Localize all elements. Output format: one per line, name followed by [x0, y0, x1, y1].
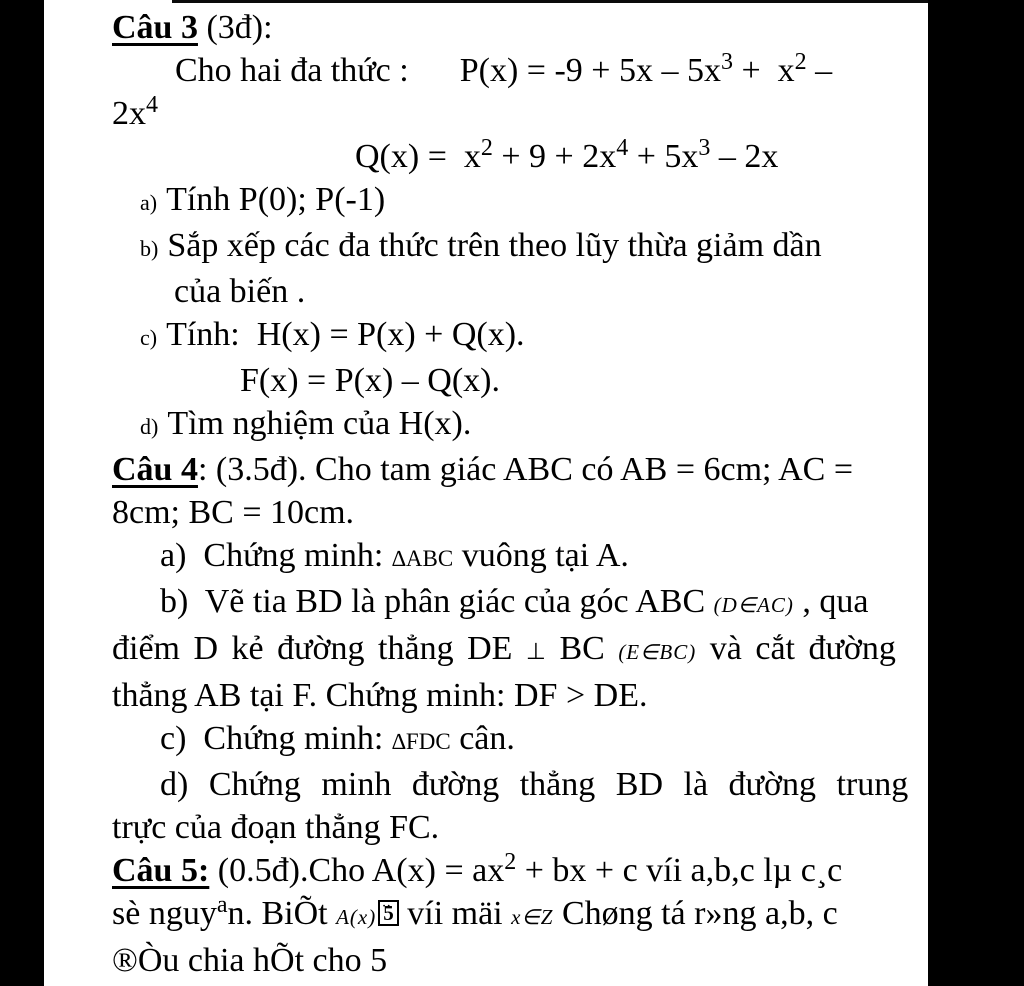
text-segment: (3đ):	[197, 9, 273, 46]
text-segment: Tính: H(x) = P(x) + Q(x).	[166, 316, 525, 353]
text-segment: Tính P(0); P(-1)	[166, 181, 386, 218]
text-segment: a) Chứng minh:	[160, 537, 392, 574]
text-segment: : (3.5đ). Cho tam giác ABC có AB = 6cm; AC =	[197, 451, 854, 488]
text-segment: ∆ABC	[391, 546, 454, 571]
line-cau3-qx	[355, 135, 908, 178]
line-cau3-intro-px	[175, 49, 908, 92]
list-marker: c)	[140, 325, 158, 350]
document-page	[44, 0, 928, 986]
text-segment: cân.	[450, 720, 515, 757]
text-segment: P(x) = -9 + 5x – 5x	[459, 52, 721, 89]
line-cau4-heading-cont	[112, 491, 908, 534]
left-black-bar	[0, 0, 44, 986]
text-segment: b) Vẽ tia BD là phân giác của góc ABC	[160, 583, 714, 620]
superscript: 4	[616, 135, 629, 161]
text-segment: + 5x	[628, 138, 699, 175]
text-segment: + x	[732, 52, 795, 89]
text-segment: n. BiÕt	[227, 895, 337, 932]
text-segment: –	[806, 52, 833, 89]
text-segment: Chøng tá r»ng a,b, c	[553, 895, 838, 932]
line-cau3-item-b-cont	[174, 270, 908, 313]
text-segment: c) Chứng minh:	[160, 720, 392, 757]
text-segment: 8cm; BC = 10cm.	[112, 494, 355, 531]
right-black-bar	[928, 0, 1024, 986]
text-segment: + 9 + 2x	[492, 138, 617, 175]
line-cau3-item-d	[140, 402, 908, 448]
heading-label: Câu 3	[112, 9, 198, 46]
line-cau3-item-b	[140, 224, 908, 270]
superscript: a	[216, 892, 228, 918]
line-cau3-heading	[112, 6, 908, 49]
text-segment: và cắt đường	[696, 630, 896, 667]
line-cau3-item-c-fx	[240, 359, 908, 402]
superscript: 2	[504, 849, 517, 875]
text-segment: điểm D kẻ đường thẳng DE	[112, 630, 526, 667]
text-segment: trực của đoạn thẳng FC.	[112, 809, 440, 846]
text-segment: x∈Z	[511, 905, 554, 929]
document-content	[44, 0, 928, 982]
line-cau4-item-d	[160, 763, 908, 806]
text-segment	[409, 52, 460, 89]
text-segment: 2x	[112, 95, 146, 132]
text-segment: víi mäi	[398, 895, 512, 932]
text-segment: ∆FDC	[391, 729, 451, 754]
text-segment: (0.5đ).Cho A(x) = ax	[209, 852, 505, 889]
text-segment: sè nguy	[112, 895, 217, 932]
divisible-box-icon: ·· 5	[378, 900, 399, 926]
text-segment: d) Chứng minh đường thẳng BD là đường trung	[160, 766, 909, 803]
line-cau4-item-b-cont2	[112, 674, 908, 717]
line-cau4-item-a	[160, 534, 908, 580]
line-cau4-item-b	[160, 580, 908, 627]
line-cau4-item-d-cont	[112, 806, 908, 849]
text-segment: thẳng AB tại F. Chứng minh: DF > DE.	[112, 677, 648, 714]
text-segment: Tìm nghiệm của H(x).	[167, 405, 472, 442]
line-cau5-line3	[112, 939, 908, 982]
text-segment: Sắp xếp các đa thức trên theo lũy thừa giảm dần	[167, 227, 822, 264]
line-cau4-heading	[112, 448, 908, 491]
text-segment: F(x) = P(x) – Q(x).	[240, 362, 500, 399]
list-marker: b)	[140, 236, 159, 261]
heading-label: Câu 4	[112, 451, 198, 488]
list-marker: a)	[140, 190, 158, 215]
heading-label: Câu 5:	[112, 852, 210, 889]
line-cau3-item-a	[140, 178, 908, 224]
line-cau4-item-c	[160, 717, 908, 763]
text-segment: Q(x) = x	[355, 138, 481, 175]
text-segment: (D∈AC)	[713, 593, 794, 617]
line-cau4-item-b-cont1	[112, 627, 908, 674]
text-segment: ®Òu chia hÕt cho 5	[112, 942, 388, 979]
text-segment: ⊥	[525, 639, 546, 664]
superscript: 2	[480, 135, 493, 161]
text-segment: vuông tại A.	[453, 537, 629, 574]
superscript: 3	[698, 135, 711, 161]
text-segment: A(x)	[336, 905, 377, 929]
line-cau3-item-c	[140, 313, 908, 359]
text-segment: BC	[545, 630, 619, 667]
text-segment: Cho hai đa thức :	[175, 52, 409, 89]
text-segment: , qua	[793, 583, 869, 620]
text-segment: (E∈BC)	[618, 640, 697, 664]
superscript: 4	[146, 92, 158, 118]
text-segment: – 2x	[710, 138, 779, 175]
line-cau5-line2	[112, 892, 908, 939]
photo-top-edge	[172, 0, 972, 3]
superscript: 2	[794, 49, 807, 75]
text-segment: + bx + c víi a,b,c lµ c¸c	[516, 852, 843, 889]
text-segment: của biến .	[174, 273, 306, 310]
line-cau5-heading	[112, 849, 908, 892]
superscript: 3	[720, 49, 733, 75]
list-marker: d)	[140, 414, 159, 439]
line-cau3-px-cont	[112, 92, 908, 135]
